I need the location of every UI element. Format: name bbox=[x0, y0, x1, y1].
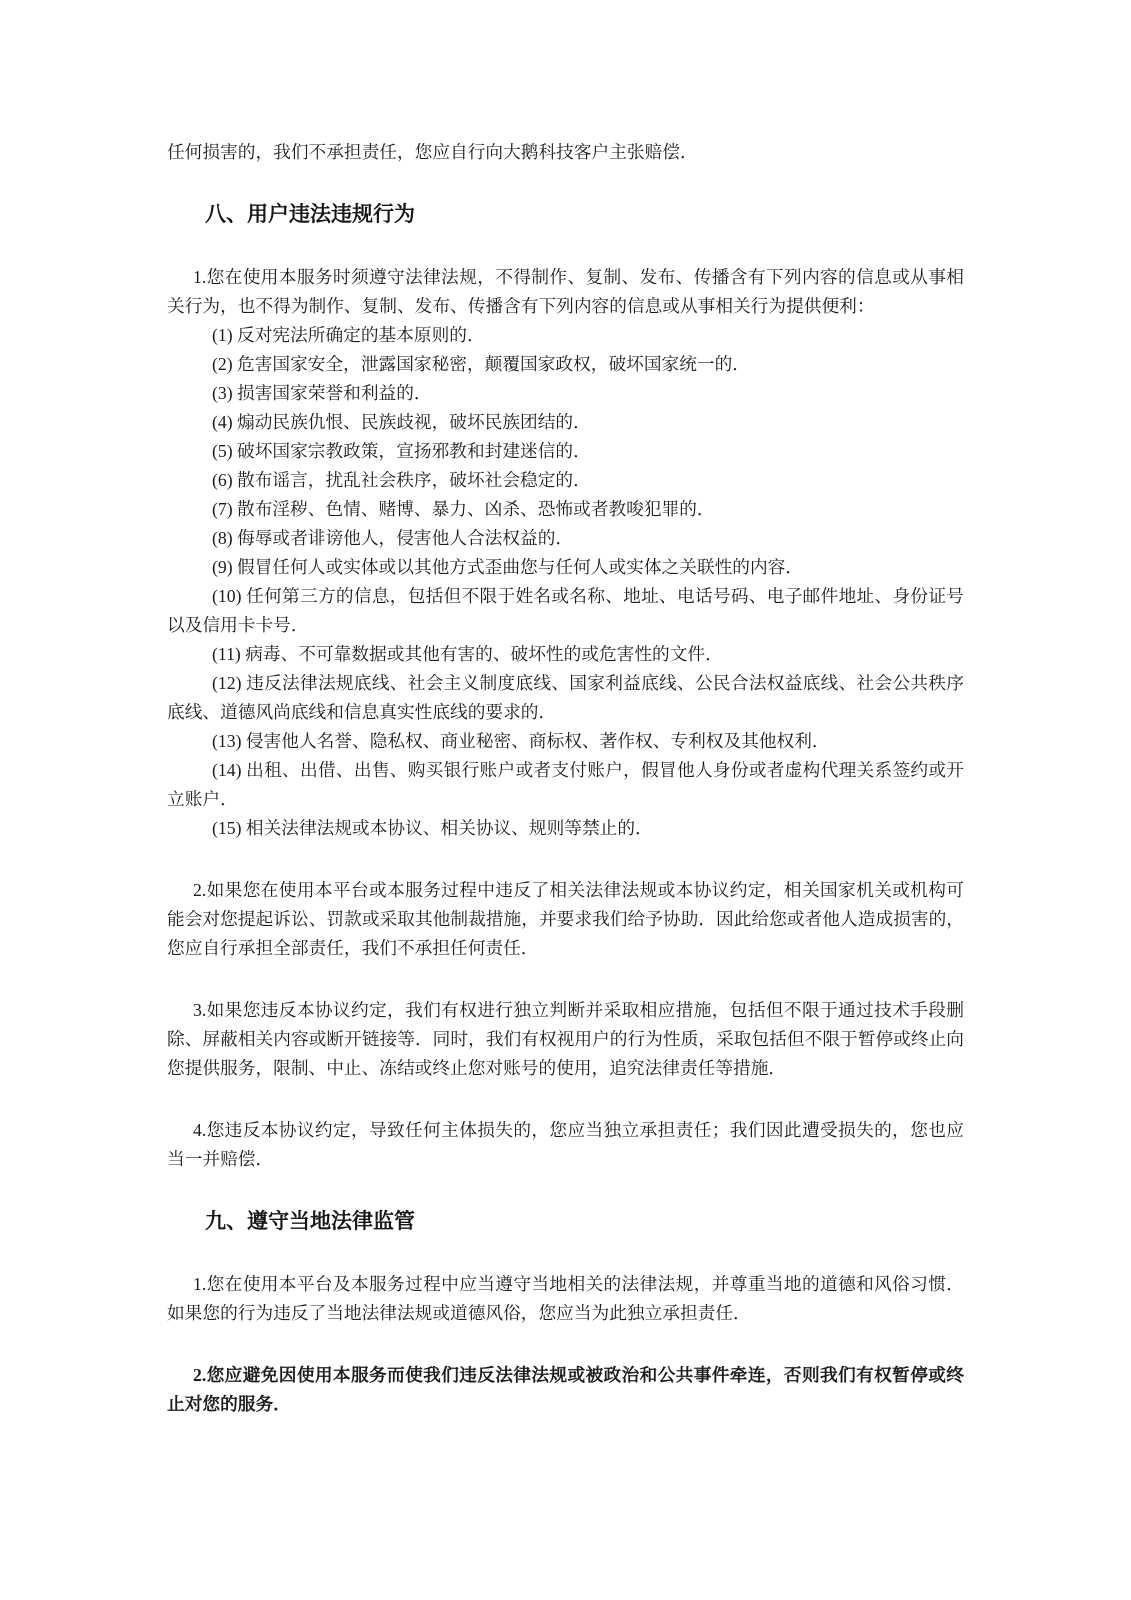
section-9-paragraph-2: 2.您应避免因使用本服务而使我们违反法律法规或被政治和公共事件牵连，否则我们有权暂停或终止对您的服务． bbox=[167, 1365, 964, 1414]
section-8-paragraph-1: 1.您在使用本服务时须遵守法律法规，不得制作、复制、发布、传播含有下列内容的信息或从事相关行为，也不得为制作、复制、发布、传播含有下列内容的信息或从事相关行为提供便利： bbox=[167, 267, 964, 316]
section-9-heading: 九、遵守当地法律监管 bbox=[205, 1209, 415, 1233]
section-8-paragraph-2: 2.如果您在使用本平台或本服务过程中违反了相关法律法规或本协议约定，相关国家机关或机构可能会对您提起诉讼、罚款或采取其他制裁措施，并要求我们给予协助．因此给您或者他人造成损害的，您应自行承担全部责任，我们不承担任何责任． bbox=[167, 880, 964, 958]
section-8-paragraph-3: 3.如果您违反本协议约定，我们有权进行独立判断并采取相应措施，包括但不限于通过技术手段删除、屏蔽相关内容或断开链接等．同时，我们有权视用户的行为性质，采取包括但不限于暂停或终止向您提供服务，限制、中止、冻结或终止您对账号的使用，追究法律责任等措施． bbox=[167, 1000, 964, 1078]
document-content bbox=[167, 138, 964, 1419]
list-item-6: (6) 散布谣言，扰乱社会秩序，破坏社会稳定的． bbox=[212, 470, 591, 490]
list-item-12: (12) 违反法律法规底线、社会主义制度底线、国家利益底线、公民合法权益底线、社会公共秩序底线、道德风尚底线和信息真实性底线的要求的． bbox=[167, 673, 964, 722]
list-item-10: (10) 任何第三方的信息，包括但不限于姓名或名称、地址、电话号码、电子邮件地址、身份证号以及信用卡卡号． bbox=[167, 586, 964, 635]
section-9-paragraph-1: 1.您在使用本平台及本服务过程中应当遵守当地相关的法律法规，并尊重当地的道德和风俗习惯．如果您的行为违反了当地法律法规或道德风俗，您应当为此独立承担责任． bbox=[167, 1274, 964, 1323]
list-item-4: (4) 煽动民族仇恨、民族歧视，破坏民族团结的． bbox=[212, 412, 591, 432]
list-item-7: (7) 散布淫秽、色情、赌博、暴力、凶杀、恐怖或者教唆犯罪的． bbox=[212, 499, 715, 519]
list-item-8: (8) 侮辱或者诽谤他人，侵害他人合法权益的． bbox=[212, 528, 574, 548]
section-8-heading: 八、用户违法违规行为 bbox=[205, 202, 415, 226]
list-item-15: (15) 相关法律法规或本协议、相关协议、规则等禁止的． bbox=[212, 818, 653, 838]
list-item-5: (5) 破坏国家宗教政策，宣扬邪教和封建迷信的． bbox=[212, 441, 591, 461]
section-8-paragraph-4: 4.您违反本协议约定，导致任何主体损失的，您应当独立承担责任；我们因此遭受损失的，您也应当一并赔偿． bbox=[167, 1120, 964, 1169]
list-item-14: (14) 出租、出借、出售、购买银行账户或者支付账户，假冒他人身份或者虚构代理关系签约或开立账户． bbox=[167, 760, 964, 809]
list-item-13: (13) 侵害他人名誉、隐私权、商业秘密、商标权、著作权、专利权及其他权利． bbox=[212, 731, 830, 751]
list-item-3: (3) 损害国家荣誉和利益的． bbox=[212, 383, 432, 403]
list-item-11: (11) 病毒、不可靠数据或其他有害的、破坏性的或危害性的文件． bbox=[212, 644, 723, 664]
list-item-2: (2) 危害国家安全，泄露国家秘密，颠覆国家政权，破坏国家统一的． bbox=[212, 354, 750, 374]
list-item-1: (1) 反对宪法所确定的基本原则的． bbox=[212, 325, 485, 345]
intro-paragraph: 任何损害的，我们不承担责任，您应自行向大鹅科技客户主张赔偿． bbox=[167, 142, 698, 162]
list-item-9: (9) 假冒任何人或实体或以其他方式歪曲您与任何人或实体之关联性的内容． bbox=[212, 557, 804, 577]
